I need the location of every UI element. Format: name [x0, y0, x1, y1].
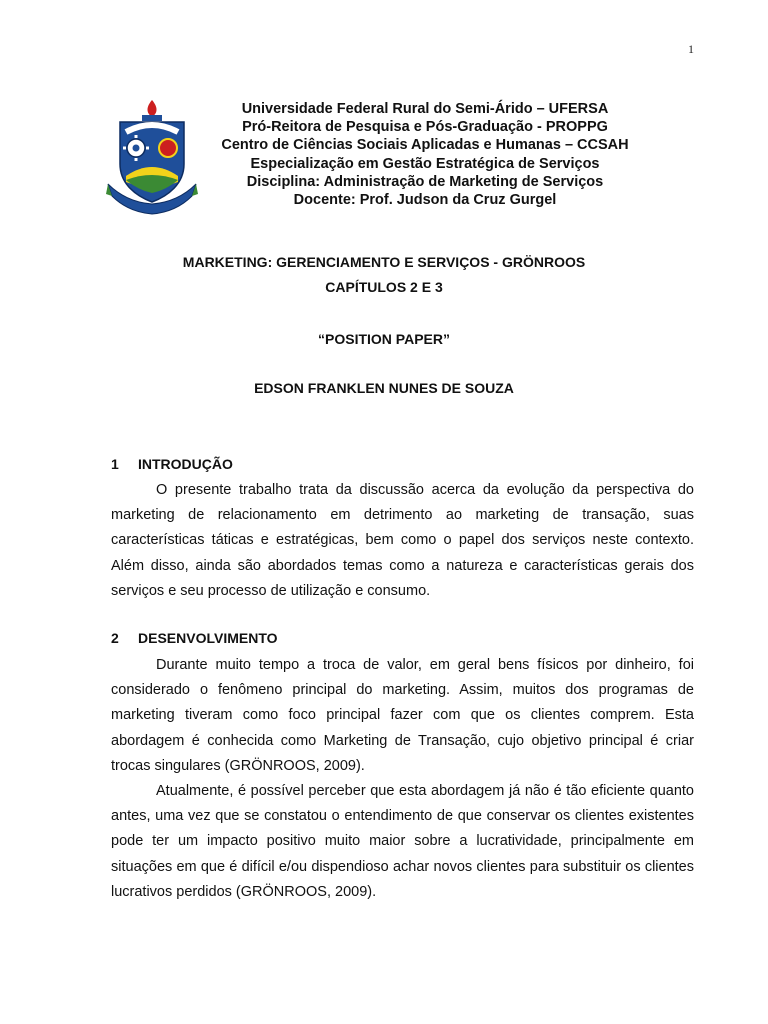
paragraph: Durante muito tempo a troca de valor, em geral bens físicos por dinheiro, foi considerado o fenômeno principal do marketing. Assim, muitos dos programas de marketing tiveram como foco principal fazer com que os clientes comprem. Esta abordagem é conhecida como Marketing de Transação, cujo objetivo principal é criar trocas singulares (GRÖNROOS, 2009). [111, 657, 694, 774]
document-title: MARKETING: GERENCIAMENTO E SERVIÇOS - GRÖNROOS [182, 254, 586, 270]
section-title: INTRODUÇÃO [138, 456, 233, 472]
page-number: 1 [688, 42, 694, 56]
paragraph: O presente trabalho trata da discussão acerca da evolução da perspectiva do marketing de relacionamento em detrimento ao marketing de transação, suas características táticas e estratégicas, bem como o papel dos serviços neste contexto. Além disso, ainda são abordados temas como a natureza e características gerais dos serviços e seu processo de utilização e consumo. [111, 482, 694, 599]
section-heading-development [111, 630, 278, 646]
document-chapters: CAPÍTULOS 2 E 3 [325, 279, 443, 295]
section-heading-introduction [111, 456, 233, 472]
header-line-ccsah: Centro de Ciências Sociais Aplicadas e Humanas – CCSAH [221, 137, 629, 154]
ufersa-coat-of-arms-icon [106, 98, 198, 216]
header-line-university: Universidade Federal Rural do Semi-Árido – UFERSA [241, 101, 609, 117]
section-number: 2 [111, 630, 119, 646]
document-author: EDSON FRANKLEN NUNES DE SOUZA [254, 380, 514, 396]
header-line-discipline: Disciplina: Administração de Marketing de Serviços [246, 173, 604, 190]
header-line-proppg: Pró-Reitora de Pesquisa e Pós-Graduação - PROPPG [242, 119, 608, 136]
section-title: DESENVOLVIMENTO [138, 630, 278, 646]
header-line-course: Especialização em Gestão Estratégica de Serviços [250, 155, 600, 172]
header-line-professor: Docente: Prof. Judson da Cruz Gurgel [293, 192, 557, 209]
section-number: 1 [111, 456, 119, 472]
institution-header [190, 100, 660, 209]
document-type: “POSITION PAPER” [318, 331, 450, 347]
paragraph: Atualmente, é possível perceber que esta abordagem já não é tão eficiente quanto antes, uma vez que se constatou o entendimento de que conservar os clientes existentes pode ter um impacto positivo muito maior sobre a lucratividade, principalmente em situações em que é difícil e/ou dispendioso achar novos clientes para substituir os clientes lucrativos perdidos (GRÖNROOS, 2009). [111, 783, 694, 900]
